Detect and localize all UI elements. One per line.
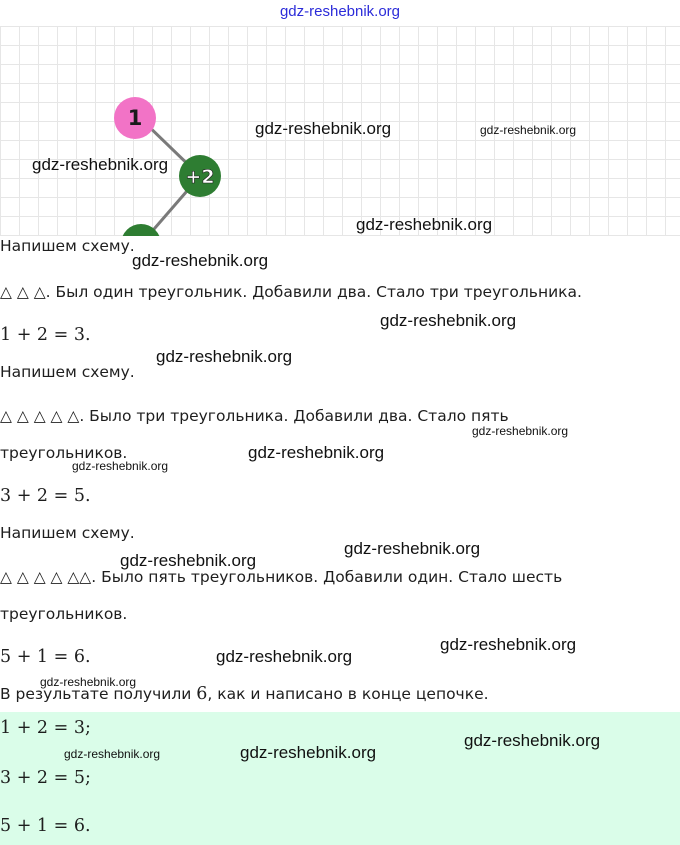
watermark: gdz-reshebnik.org bbox=[64, 747, 161, 761]
watermark: gdz-reshebnik.org bbox=[132, 251, 269, 270]
watermark: gdz-reshebnik.org bbox=[380, 311, 517, 330]
step-equation: 3 + 2 = 5. bbox=[0, 486, 91, 506]
conclusion-text: , как и написано в конце цепочке. bbox=[207, 685, 489, 703]
conclusion-text: В результате получили bbox=[0, 685, 197, 703]
watermark: gdz-reshebnik.org bbox=[356, 215, 493, 234]
conclusion-value: 6 bbox=[196, 684, 208, 704]
step-description-cont: треугольников. bbox=[0, 605, 128, 623]
step-description bbox=[0, 282, 582, 302]
watermark: gdz-reshebnik.org bbox=[120, 551, 257, 570]
watermark: gdz-reshebnik.org bbox=[344, 539, 481, 558]
description-text: . Был один треугольник. Добавили два. Стало три треугольника. bbox=[45, 283, 582, 301]
answer-line: 5 + 1 = 6. bbox=[0, 816, 91, 836]
step-description bbox=[0, 406, 509, 426]
watermark: gdz-reshebnik.org bbox=[156, 347, 293, 366]
watermark: gdz-reshebnik.org bbox=[440, 635, 577, 654]
watermark: gdz-reshebnik.org bbox=[472, 424, 569, 438]
answer-line: 3 + 2 = 5; bbox=[0, 768, 91, 788]
triangles: △ △ △ △ △△ bbox=[0, 568, 92, 586]
watermark: gdz-reshebnik.org bbox=[40, 675, 137, 689]
step-description-cont: треугольников. bbox=[0, 444, 128, 462]
node-label-plus2: +2 bbox=[185, 166, 215, 188]
step-description bbox=[0, 567, 562, 587]
watermark: gdz-reshebnik.org bbox=[255, 119, 392, 138]
answer-line: 1 + 2 = 3; bbox=[0, 718, 91, 738]
description-text: . Было три треугольника. Добавили два. Стало пять bbox=[79, 407, 509, 425]
watermark: gdz-reshebnik.org bbox=[72, 459, 169, 473]
triangles: △ △ △ bbox=[0, 283, 46, 301]
step-equation: 1 + 2 = 3. bbox=[0, 325, 91, 345]
watermark: gdz-reshebnik.org bbox=[216, 647, 353, 666]
description-text: . Было пять треугольников. Добавили один. Стало шесть bbox=[91, 568, 563, 586]
watermark: gdz-reshebnik.org bbox=[240, 743, 377, 762]
watermark: gdz-reshebnik.org bbox=[480, 123, 577, 137]
node-label-1: 1 bbox=[127, 106, 143, 130]
watermark: gdz-reshebnik.org bbox=[248, 443, 385, 462]
step-heading: Напишем схему. bbox=[0, 524, 135, 542]
site-header[interactable]: gdz-reshebnik.org bbox=[279, 3, 401, 20]
watermark: gdz-reshebnik.org bbox=[464, 731, 601, 750]
triangles: △ △ △ △ △ bbox=[0, 407, 80, 425]
step-heading: Напишем схему. bbox=[0, 237, 135, 255]
step-equation: 5 + 1 = 6. bbox=[0, 647, 91, 667]
watermark: gdz-reshebnik.org bbox=[32, 155, 169, 174]
step-heading: Напишем схему. bbox=[0, 363, 135, 381]
